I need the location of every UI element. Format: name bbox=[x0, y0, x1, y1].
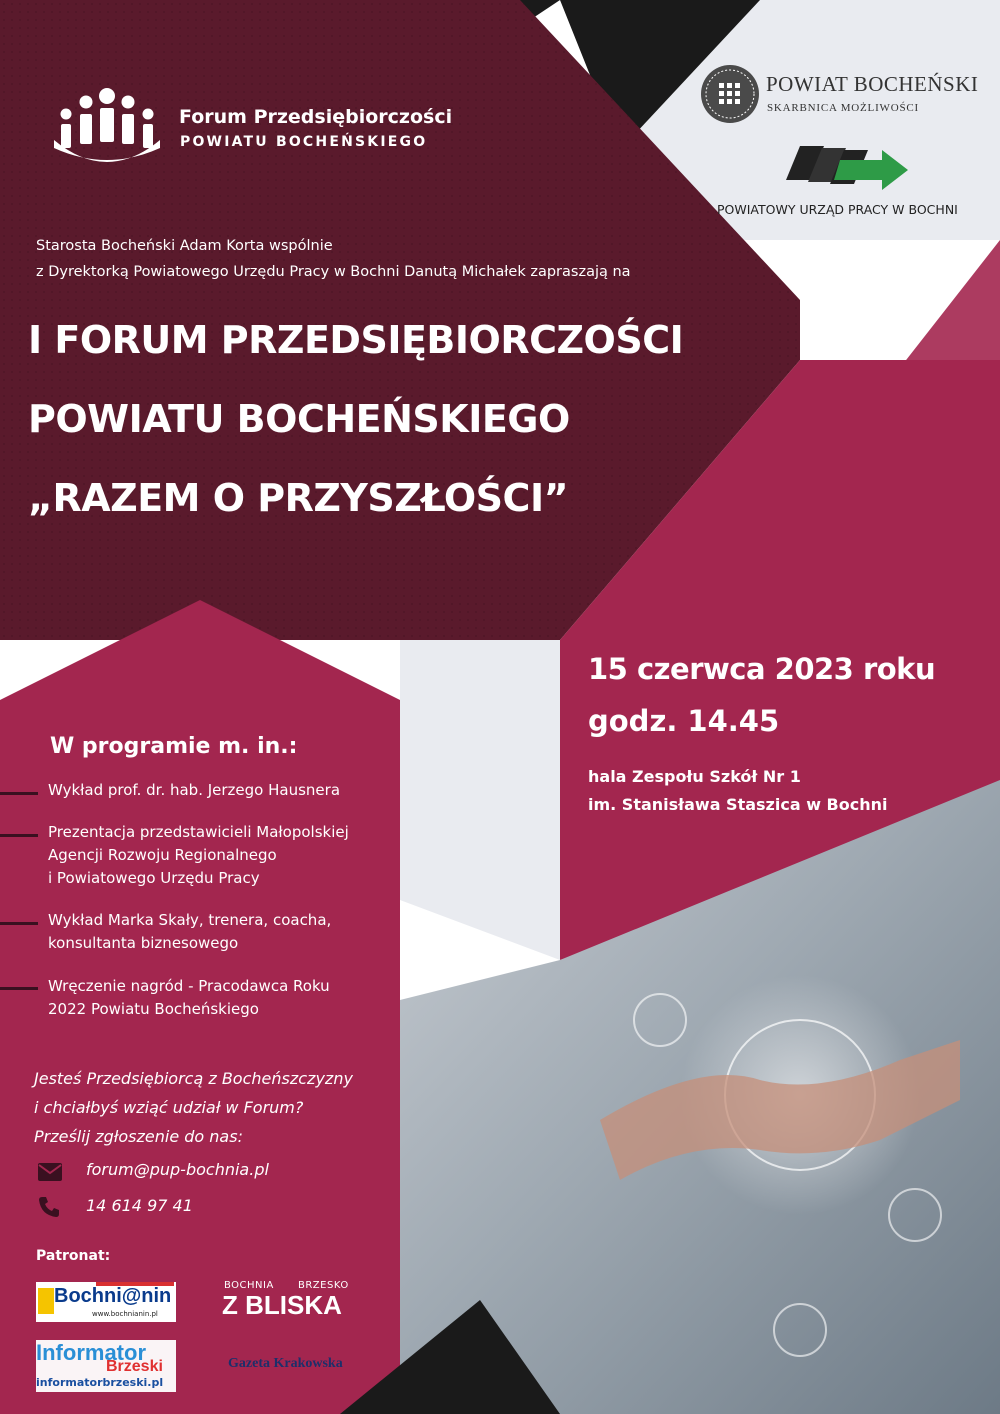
bochnianin-logo bbox=[36, 1282, 176, 1322]
bochnianin-url: www.bochnianin.pl bbox=[92, 1310, 158, 1318]
program-item bbox=[48, 975, 388, 1021]
program-item bbox=[48, 821, 388, 890]
program-item-line: Agencji Rozwoju Regionalnego bbox=[48, 846, 277, 864]
pup-logo-name: POWIATOWY URZĄD PRACY W BOCHNI bbox=[717, 202, 958, 217]
headline-line-1: I FORUM PRZEDSIĘBIORCZOŚCI bbox=[28, 318, 684, 362]
program-item-line: 2022 Powiatu Bocheńskiego bbox=[48, 1000, 259, 1018]
patronat-label: Patronat: bbox=[36, 1248, 111, 1264]
powiat-logo bbox=[700, 62, 990, 134]
venue-line-1: hala Zespołu Szkół Nr 1 bbox=[588, 767, 801, 786]
program-bullet bbox=[0, 834, 38, 837]
program-item-line: konsultanta biznesowego bbox=[48, 934, 239, 952]
intro-line-2: z Dyrektorką Powiatowego Urzędu Pracy w Bochni Danutą Michałek zapraszają na bbox=[36, 264, 631, 280]
program-bullet bbox=[0, 792, 38, 795]
program-bullet bbox=[0, 987, 38, 990]
zbliska-logo bbox=[222, 1280, 382, 1320]
forum-logo-subtitle: POWIATU BOCHEŃSKIEGO bbox=[180, 134, 428, 150]
event-time: godz. 14.45 bbox=[588, 704, 780, 738]
program-bullet bbox=[0, 922, 38, 925]
program-item-line: i Powiatowego Urzędu Pracy bbox=[48, 869, 260, 887]
invitation-line-3: Prześlij zgłoszenie do nas: bbox=[34, 1127, 243, 1146]
event-date: 15 czerwca 2023 roku bbox=[588, 652, 936, 686]
contact-email[interactable]: forum@pup-bochnia.pl bbox=[86, 1160, 269, 1179]
powiat-logo-name: POWIAT BOCHEŃSKI bbox=[766, 72, 979, 96]
headline-line-2: POWIATU BOCHEŃSKIEGO bbox=[28, 397, 570, 441]
program-title: W programie m. in.: bbox=[50, 734, 298, 759]
program-item-line: Prezentacja przedstawicieli Małopolskiej bbox=[48, 823, 349, 841]
pup-logo bbox=[712, 140, 982, 220]
informator-line-2: Brzeski bbox=[106, 1358, 163, 1375]
powiat-logo-tagline: SKARBNICA MOŻLIWOŚCI bbox=[767, 102, 919, 114]
coat-of-arms-icon bbox=[700, 64, 760, 124]
program-item-line: Wręczenie nagród - Pracodawca Roku bbox=[48, 977, 330, 995]
envelope-icon bbox=[38, 1163, 62, 1181]
forum-logo bbox=[52, 88, 492, 168]
venue-line-2: im. Stanisława Staszica w Bochni bbox=[588, 795, 888, 814]
informator-line-1: Informator bbox=[36, 1340, 146, 1365]
zbliska-top-left: BOCHNIA bbox=[224, 1280, 274, 1291]
headline-line-3: „RAZEM O PRZYSZŁOŚCI” bbox=[28, 476, 569, 520]
invitation-text bbox=[34, 1064, 353, 1151]
gazeta-krakowska-logo: Gazeta Krakowska bbox=[228, 1356, 343, 1371]
intro-text bbox=[36, 233, 631, 285]
contact-phone[interactable]: 14 614 97 41 bbox=[86, 1196, 193, 1215]
invitation-line-1: Jesteś Przedsiębiorcą z Bocheńszczyzny bbox=[34, 1069, 353, 1088]
informator-logo bbox=[36, 1340, 186, 1392]
zbliska-top-right: BRZESKO bbox=[298, 1280, 349, 1291]
program-item-line: Wykład prof. dr. hab. Jerzego Hausnera bbox=[48, 781, 341, 799]
program-item bbox=[48, 779, 388, 802]
informator-url: informatorbrzeski.pl bbox=[36, 1376, 164, 1389]
event-venue bbox=[588, 763, 887, 819]
arrow-cards-icon bbox=[780, 140, 920, 198]
invitation-line-2: i chciałbyś wziąć udział w Forum? bbox=[34, 1098, 304, 1117]
bochnianin-name: Bochni@nin bbox=[54, 1285, 172, 1307]
program-item bbox=[48, 909, 388, 955]
zbliska-name: Z BLISKA bbox=[222, 1290, 342, 1320]
phone-icon bbox=[38, 1196, 60, 1218]
forum-logo-title: Forum Przedsiębiorczości bbox=[179, 106, 453, 128]
program-item-line: Wykład Marka Skały, trenera, coacha, bbox=[48, 911, 332, 929]
people-group-icon bbox=[52, 88, 162, 166]
intro-line-1: Starosta Bocheński Adam Korta wspólnie bbox=[36, 238, 333, 254]
